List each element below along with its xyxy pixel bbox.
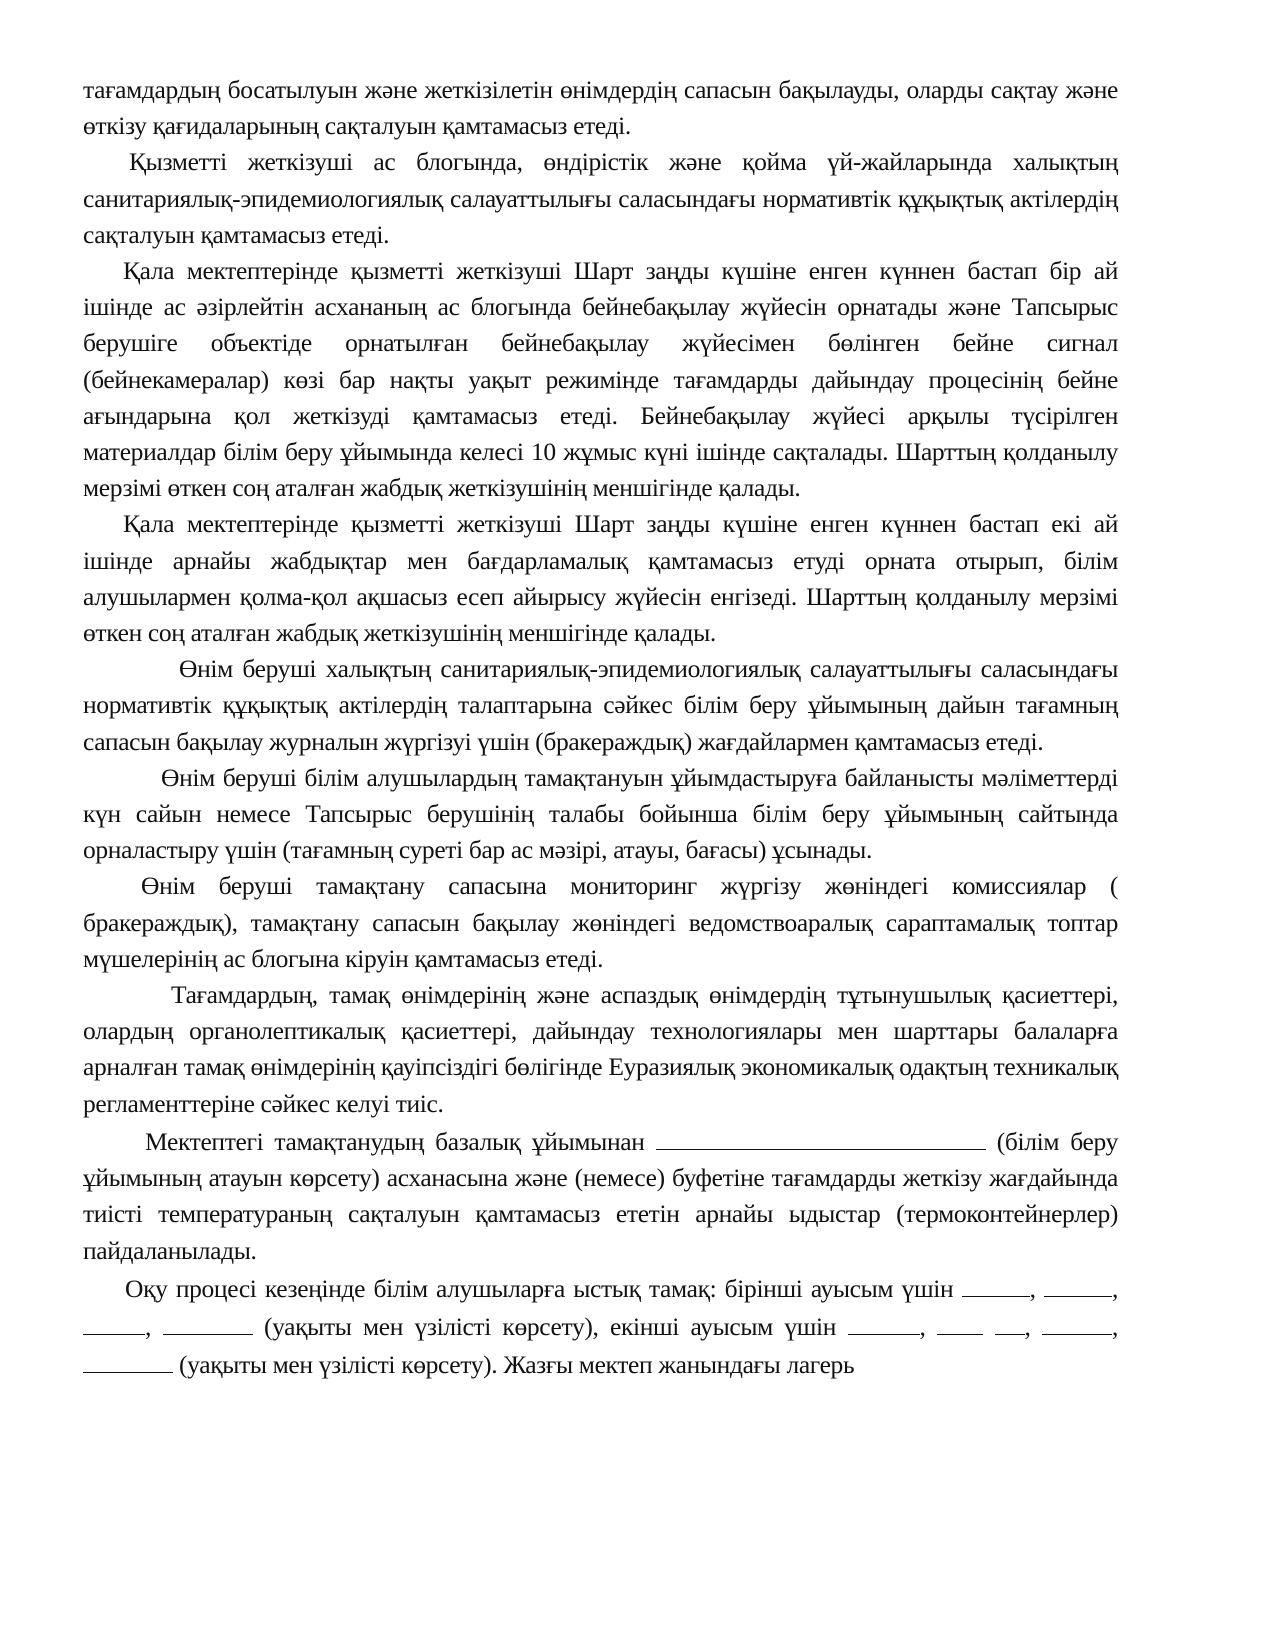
second-shift-blank-2a[interactable] — [937, 1307, 983, 1335]
separator: , — [145, 1311, 152, 1341]
first-shift-blank-3[interactable] — [83, 1307, 145, 1335]
thermo-text-after: (білім беру ұйымының атауын көрсету) асханасына және (немесе) буфетіне тағамдарды жеткізу жағдайында тиісті температураның сақталуын қамтамасыз ететін арнайы ыдыстар (термоконтейнерлер) пайдаланылады. — [83, 1126, 1118, 1265]
first-shift-blank-1[interactable] — [962, 1269, 1030, 1297]
second-shift-blank-4[interactable] — [83, 1345, 173, 1373]
second-shift-blank-1[interactable] — [848, 1307, 920, 1335]
thermo-text-before: Мектептегі тамақтанудың базалық ұйымынан — [145, 1126, 645, 1156]
separator: , — [1111, 1273, 1118, 1303]
document-page — [83, 72, 1118, 1383]
schedule-intro: Оқу процесі кезеңінде білім алушыларға ыстық тамақ: бірінші ауысым үшін — [125, 1273, 954, 1303]
first-shift-blank-4[interactable] — [163, 1307, 253, 1335]
paragraph-sanitary-compliance: Қызметті жеткізуші ас блогында, өндірістік және қойма үй-жайларында халықтың санитариялық-эпидемиологиялық салауаттылығы саласындағы нормативтік құқықтық актілердің сақталуын қамтамасыз етеді. — [83, 147, 1118, 249]
paragraph-eaeu-regulations: Тағамдардың, тамақ өнімдерінің және аспаздық өнімдердің тұтынушылық қасиеттері, олардың органолептикалық қасиеттері, дайындау технологиялары мен шарттары балаларға арналған тамақ өнімдерінің қауіпсіздігі бөлігінде Еуразиялық экономикалық одақтың техникалық регламенттеріне сәйкес келуі тиіс. — [83, 980, 1118, 1118]
second-shift-blank-3[interactable] — [1042, 1307, 1112, 1335]
separator: , — [1112, 1311, 1119, 1341]
separator: , — [919, 1311, 926, 1341]
separator: , — [1029, 1273, 1036, 1303]
second-shift-note: (уақыты мен үзілісті көрсету). Жазғы мектеп жанындағы лагерь — [179, 1350, 855, 1380]
second-shift-blank-2b[interactable] — [995, 1307, 1025, 1335]
paragraph-food-release-control: тағамдардың босатылуын және жеткізілетін өнімдердің сапасын бақылауды, оларды сақтау және өткізу қағидаларының сақталуын қамтамасыз етеді. — [83, 75, 1118, 141]
first-shift-blank-2[interactable] — [1044, 1269, 1112, 1297]
paragraph-video-surveillance: Қала мектептерінде қызметті жеткізуші Шарт заңды күшіне енген күннен бастап бір ай ішінде ас әзірлейтін асхананың ас блогында бейнебақылау жүйесін орнатады және Тапсырыс берушіге объектіде орнатылған бейнебақылау жүйесімен бөлінген бейне сигнал (бейнекамералар) көзі бар нақты уақыт режимінде тағамдарды дайындау процесінің бейне ағындарына қол жеткізуді қамтамасыз етеді. Бейнебақылау жүйесі арқылы түсірілген материалдар білім беру ұйымында келесі 10 жұмыс күні ішінде сақталады. Шарттың қолданылу мерзімі өткен соң аталған жабдық жеткізушінің меншігінде қалады. — [83, 256, 1118, 503]
paragraph-quality-journal: Өнім беруші халықтың санитариялық-эпидемиологиялық салауаттылығы саласындағы нормативтік құқықтық актілердің талаптарына сәйкес білім беру ұйымының дайын тағамның сапасын бақылау журналын жүргізуі үшін (бракераждық) жағдайлармен қамтамасыз етеді. — [83, 654, 1118, 756]
first-shift-note: (уақыты мен үзілісті көрсету), екінші ауысым үшін — [263, 1311, 837, 1341]
separator: , — [1024, 1311, 1031, 1341]
paragraph-cashless-payment: Қала мектептерінде қызметті жеткізуші Шарт заңды күшіне енген күннен бастап екі ай ішінде арнайы жабдықтар мен бағдарламалық қамтамасыз етуді орната отырып, білім алушылармен қолма-қол ақшасыз есеп айырысу жүйесін енгізеді. Шарттың қолданылу мерзімі өткен соң аталған жабдық жеткізушінің меншігінде қалады. — [83, 509, 1118, 648]
paragraph-thermo-containers — [83, 1122, 1118, 1269]
paragraph-commission-access: Өнім беруші тамақтану сапасына мониторинг жүргізу жөніндегі комиссиялар ( бракераждық), тамақтану сапасын бақылау жөніндегі ведомствоаралық сараптамалық топтар мүшелерінің ас блогына кіруін қамтамасыз етеді. — [83, 871, 1118, 973]
paragraph-menu-publication: Өнім беруші білім алушылардың тамақтануын ұйымдастыруға байланысты мәліметтерді күн сайын немесе Тапсырыс берушінің талабы бойынша білім беру ұйымының сайтында орналастыру үшін (тағамның суреті бар ас мәзірі, атауы, бағасы) ұсынады. — [83, 762, 1118, 865]
paragraph-hot-meal-schedule — [83, 1269, 1118, 1384]
organization-name-blank[interactable] — [656, 1122, 986, 1150]
